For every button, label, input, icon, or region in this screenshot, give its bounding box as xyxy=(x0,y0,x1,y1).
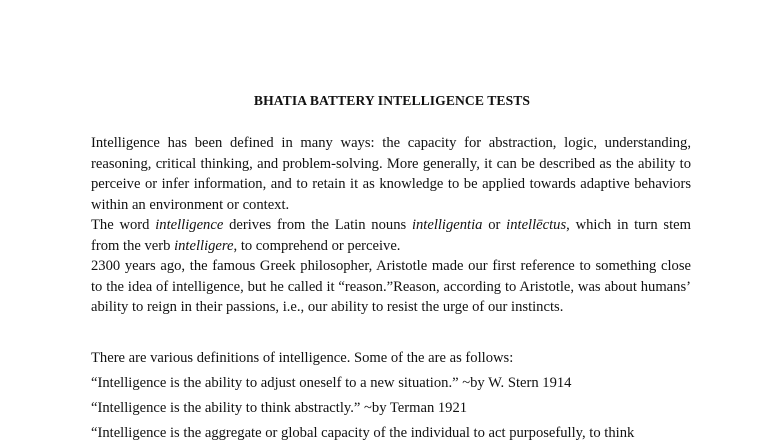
etymology-text-2: derives from the Latin nouns xyxy=(223,217,412,233)
definition-item: “Intelligence is the aggregate or global capacity of the individual to act purposefully, to think xyxy=(91,425,635,441)
definitions-intro: There are various definitions of intelligence. Some of the are as follows: xyxy=(91,350,514,366)
term-intelligence: intelligence xyxy=(155,217,224,233)
etymology-text-4: , which in turn stem from the verb xyxy=(91,217,691,254)
etymology-text-1: The word xyxy=(91,217,156,233)
paragraph-definition: Intelligence has been defined in many ways: the capacity for abstraction, logic, understanding, reasoning, critical thinking, and problem-solving. More generally, it can be described as the ability to perceive or infer information, and to retain it as knowledge to be applied towards adaptive behaviors within an environment or context. xyxy=(91,135,691,213)
document-title: BHATIA BATTERY INTELLIGENCE TESTS xyxy=(253,93,531,108)
term-intellectus: intellēctus xyxy=(506,217,567,233)
etymology-text-3: or xyxy=(482,217,507,233)
definition-item: “Intelligence is the ability to adjust oneself to a new situation.” ~by W. Stern 1914 xyxy=(91,375,572,391)
term-intelligentia: intelligentia xyxy=(411,217,483,233)
paragraph-etymology xyxy=(91,215,691,256)
definitions-section xyxy=(91,348,711,441)
intro-section xyxy=(91,133,691,318)
paragraph-aristotle: 2300 years ago, the famous Greek philosopher, Aristotle made our first reference to something close to the idea of intelligence, but he called it “reason.”Reason, according to Aristotle, was about humans’ ability to reign in their passions, i.e., our ability to resist the urge of our instincts. xyxy=(91,258,691,315)
term-intelligere: intelligere xyxy=(174,237,234,254)
etymology-text-5: , to comprehend or perceive. xyxy=(233,237,401,254)
definition-item: “Intelligence is the ability to think abstractly.” ~by Terman 1921 xyxy=(91,400,468,416)
